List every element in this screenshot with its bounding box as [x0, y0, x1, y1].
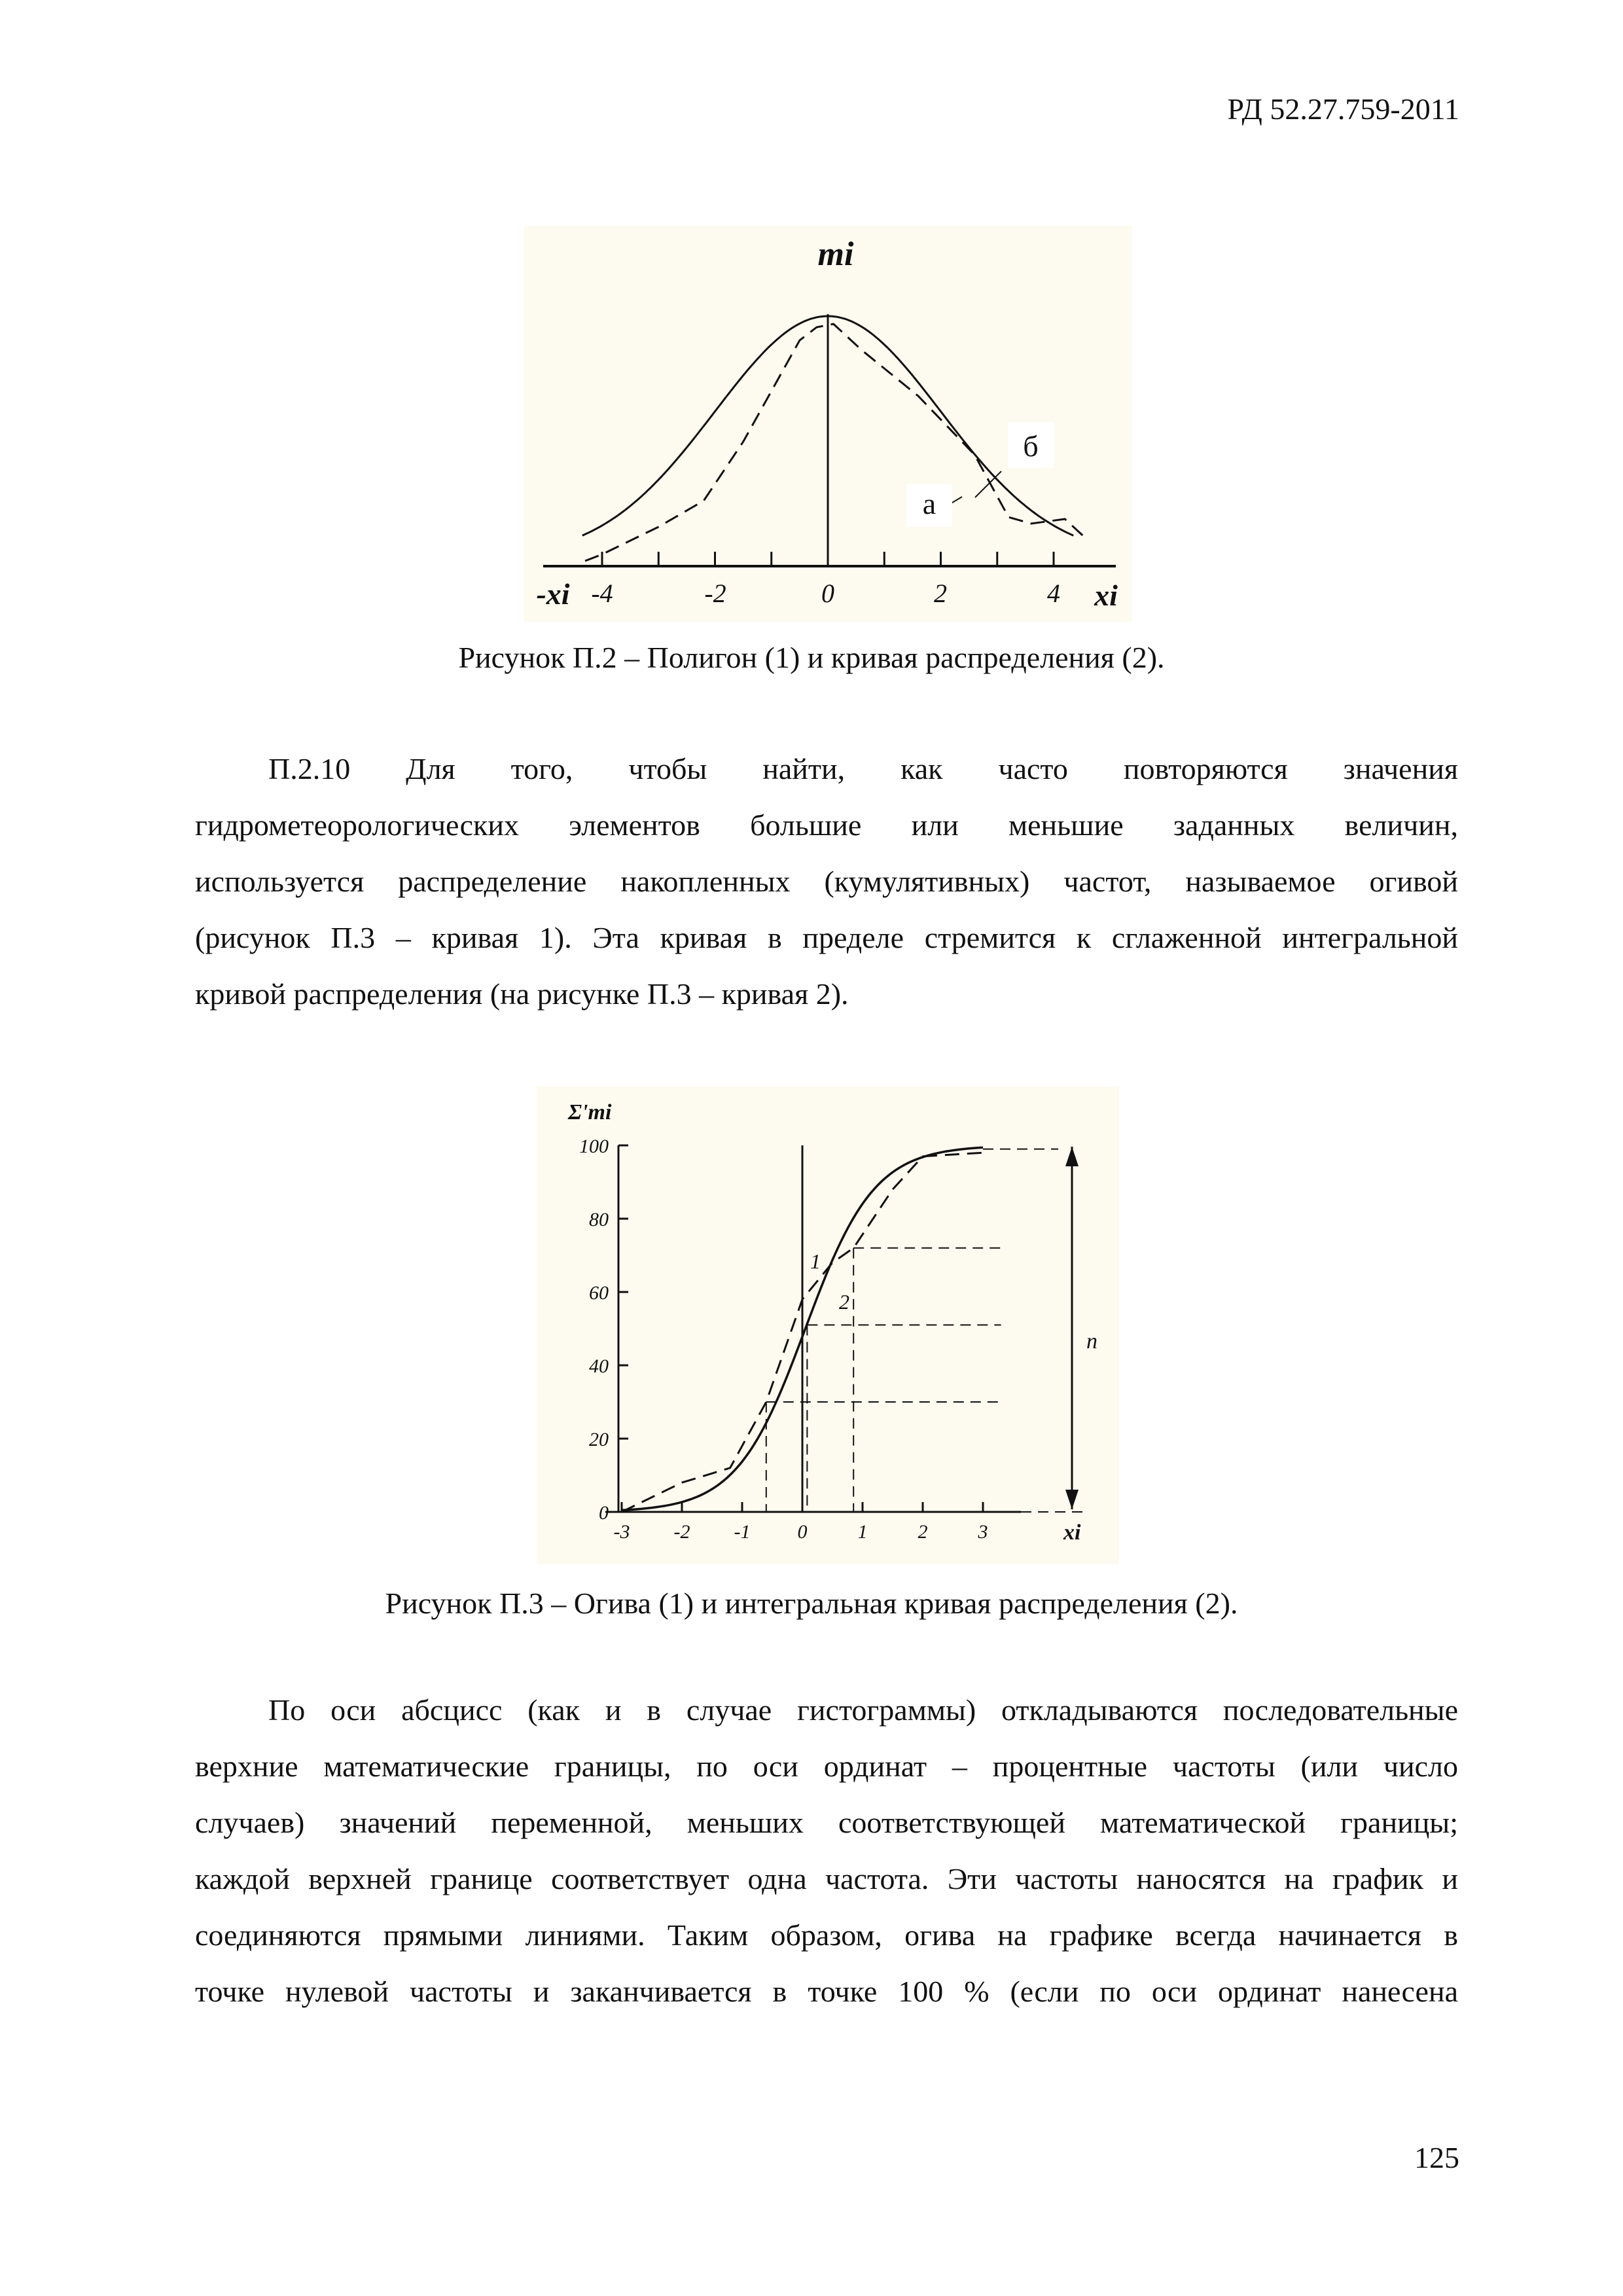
- y-tick-labels: [579, 1136, 609, 1524]
- n-arrow-top: [1065, 1147, 1079, 1166]
- figure1-caption: Рисунок П.2 – Полигон (1) и кривая распределения (2).: [458, 641, 1165, 674]
- figure-ogive: [537, 1086, 1119, 1564]
- figure-polygon: [524, 226, 1132, 622]
- series-2-label: 2: [839, 1290, 849, 1314]
- x-tick-label: -3: [613, 1521, 630, 1543]
- x-tick-label: -2: [673, 1521, 690, 1543]
- y-axis-label: Σ'mi: [568, 1100, 612, 1124]
- paragraph-line: По оси абсцисс (как и в случае гистограммы) откладываются последовательные: [268, 1693, 1458, 1727]
- n-arrow-bottom: [1065, 1490, 1079, 1509]
- label-a: а: [922, 487, 936, 520]
- paragraph-line: верхние математические границы, по оси ординат – процентные частоты (или число: [195, 1749, 1458, 1783]
- page-number: 125: [1414, 2141, 1459, 2174]
- x-tick-label: 2: [934, 579, 947, 608]
- x-tick-labels: [614, 1521, 988, 1543]
- x-tick-label: 0: [821, 579, 834, 608]
- document-code-header: РД 52.27.759-2011: [1227, 92, 1459, 126]
- dashed-guides: [766, 1149, 1058, 1512]
- ogive-chart-svg: [537, 1086, 1119, 1564]
- paragraph-p2-10: [195, 741, 1458, 1022]
- paragraph-line: соединяются прямыми линиями. Таким образом, огива на графике всегда начинается в: [195, 1918, 1458, 1952]
- paragraph-abscissa: [195, 1682, 1458, 2020]
- axis-ticks: [618, 1145, 983, 1512]
- paragraph-line: (рисунок П.3 – кривая 1). Эта кривая в пределе стремится к сглаженной интегральной: [195, 921, 1458, 954]
- y-tick-label: 80: [589, 1209, 609, 1230]
- y-axis-label: mi: [817, 236, 854, 273]
- x-tick-label: -1: [734, 1521, 751, 1543]
- polygon-chart-svg: [524, 226, 1132, 622]
- paragraph-line: случаев) значений переменной, меньших соответствующей математической границы;: [195, 1806, 1458, 1839]
- x-tick-label: 2: [918, 1521, 928, 1543]
- x-tick-label: -2: [704, 579, 726, 608]
- paragraph-line: кривой распределения (на рисунке П.3 – кривая 2).: [195, 977, 849, 1011]
- x-tick-label: 3: [978, 1521, 988, 1543]
- paragraph-line: используется распределение накопленных (кумулятивных) частот, называемое огивой: [195, 865, 1458, 898]
- paragraph-line: каждой верхней границе соответствует одна частота. Эти частоты наносятся на график и: [195, 1862, 1458, 1895]
- label-b: б: [1023, 429, 1039, 463]
- x-axis-label-right: xi: [1094, 579, 1118, 612]
- figure2-caption: Рисунок П.3 – Огива (1) и интегральная кривая распределения (2).: [385, 1587, 1238, 1620]
- x-tick-label: 1: [857, 1521, 868, 1543]
- x-axis-label-left: -xi: [536, 577, 570, 611]
- y-tick-label: 20: [589, 1429, 609, 1450]
- y-tick-label: 0: [599, 1502, 609, 1524]
- y-tick-label: 100: [579, 1136, 609, 1157]
- paragraph-line: гидрометеорологических элементов большие или меньшие заданных величин,: [195, 808, 1458, 842]
- paragraph-line: точке нулевой частоты и заканчивается в точке 100 % (если по оси ординат нанесена: [195, 1975, 1458, 2008]
- y-tick-label: 60: [589, 1282, 609, 1304]
- x-tick-label: 4: [1047, 579, 1060, 608]
- x-tick-label: -4: [591, 579, 613, 608]
- label-b-leader: [975, 471, 1001, 497]
- x-axis-label: xi: [1063, 1520, 1081, 1545]
- x-tick-label: 0: [797, 1521, 808, 1543]
- y-tick-label: 40: [589, 1355, 609, 1377]
- n-label: n: [1086, 1329, 1097, 1354]
- paragraph-line: П.2.10 Для того, чтобы найти, как часто повторяются значения: [268, 752, 1458, 785]
- series-1-label: 1: [810, 1249, 821, 1273]
